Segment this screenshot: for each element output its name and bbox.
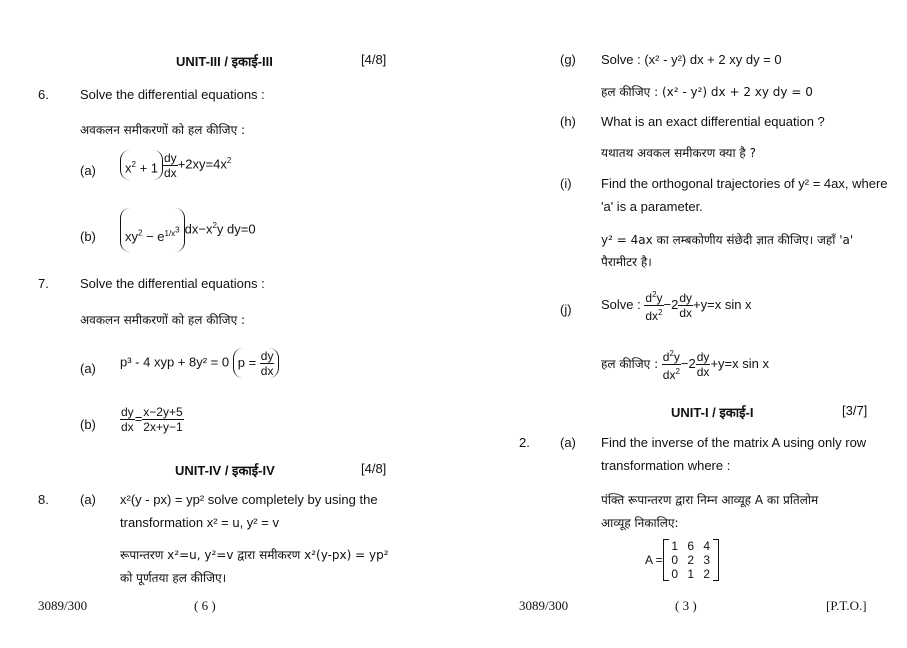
right-page-number: ( 3 )	[675, 598, 697, 613]
question-g-label: (g)	[560, 52, 576, 67]
pto-label: [P.T.O.]	[826, 598, 867, 613]
question-2a-text-line1: Find the inverse of the matrix A using only row	[601, 435, 867, 450]
unit-i-marks: [3/7]	[842, 403, 868, 418]
matrix-a	[645, 539, 719, 581]
question-j-label: (j)	[560, 302, 572, 317]
question-8a-hindi-line2: को पूर्णतया हल कीजिए।	[120, 571, 227, 585]
left-page-number: ( 6 )	[194, 598, 216, 613]
question-2-number: 2.	[519, 435, 530, 450]
question-h-label: (h)	[560, 114, 576, 129]
question-g-text: Solve : (x² - y²) dx + 2 xy dy = 0	[601, 52, 782, 67]
question-7a-label: (a)	[80, 361, 96, 376]
unit-iii-marks: [4/8]	[361, 52, 387, 67]
question-j-equation: Solve : $\frac{d^2y}{dx^2}$ −2 $\frac{dy}{dx}$ +y=x sin x	[601, 290, 752, 323]
question-h-text: What is an exact differential equation ?	[601, 114, 825, 129]
question-7b-label: (b)	[80, 417, 96, 432]
question-6a-equation: $x^2 + 1$ $\frac{dy}{dx}$ $+2xy=4x^2$	[120, 150, 231, 180]
question-i-hindi-line1: y² = 4ax का लम्बकोणीय संछेदी ज्ञात कीजिए। जहाँ 'a'	[601, 233, 854, 247]
question-7a-equation-text: p³ - 4 xyp + 8y² = 0	[120, 354, 230, 370]
question-i-text-line2: 'a' is a parameter.	[601, 199, 703, 214]
question-j-prefix: Solve :	[601, 296, 641, 312]
unit-i-heading: UNIT-I / इकाई-I	[671, 405, 754, 420]
right-footer-code: 3089/300	[519, 598, 569, 613]
question-h-hindi: यथातथ अवकल समीकरण क्या है ?	[601, 146, 756, 160]
question-8a-label: (a)	[80, 492, 96, 507]
matrix-a-body: 1 6 4 0 2 3 0 1 2	[663, 539, 719, 581]
unit-iv-heading: UNIT-IV / इकाई-IV	[175, 463, 275, 478]
left-footer-code: 3089/300	[38, 598, 88, 613]
question-i-hindi-line2: पैरामीटर है।	[601, 255, 652, 269]
question-7b-equation: $\frac{dy}{dx}$ = $\frac{x-2y+5}{2x+y-1}$	[121, 405, 183, 434]
question-6-number: 6.	[38, 87, 49, 102]
question-g-hindi: हल कीजिए : (x² - y²) dx + 2 xy dy = 0	[601, 85, 813, 99]
question-7-number: 7.	[38, 276, 49, 291]
question-6b-equation: $xy^2 - e^{1/x^3}$ $dx-x^2y$ dy=0	[120, 208, 256, 252]
question-j-hindi-prefix: हल कीजिए :	[601, 356, 659, 371]
question-6-text: Solve the differential equations :	[80, 87, 265, 102]
question-7a-equation: p³ - 4 xyp + 8y² = 0 p = $\frac{dy}{dx}$	[120, 348, 279, 378]
question-8a-text-line1: x²(y - px) = yp² solve completely by using the	[120, 492, 378, 507]
question-j-equation-hindi: हल कीजिए : $\frac{d^2y}{dx^2}$ −2 $\frac{dy}{dx}$ +y=x sin x	[601, 349, 769, 382]
question-2a-text-line2: transformation where :	[601, 458, 731, 473]
question-2a-label: (a)	[560, 435, 576, 450]
question-7-text-hindi: अवकलन समीकरणों को हल कीजिए :	[80, 313, 246, 327]
unit-iii-heading: UNIT-III / इकाई-III	[176, 54, 273, 69]
question-6-text-hindi: अवकलन समीकरणों को हल कीजिए :	[80, 123, 246, 137]
question-6b-label: (b)	[80, 229, 96, 244]
matrix-a-label: A =	[645, 553, 663, 567]
question-8a-hindi-line1: रूपान्तरण x²=u, y²=v द्वारा समीकरण x²(y-px) = yp²	[120, 548, 389, 562]
question-i-text-line1: Find the orthogonal trajectories of y² = 4ax, where	[601, 176, 888, 191]
question-8a-text-line2: transformation x² = u, y² = v	[120, 515, 279, 530]
question-8-number: 8.	[38, 492, 49, 507]
question-2a-hindi-line2: आव्यूह निकालिए:	[601, 516, 679, 530]
question-2a-hindi-line1: पंक्ति रूपान्तरण द्वारा निम्न आव्यूह A का प्रतिलोम	[601, 493, 819, 507]
question-7-text: Solve the differential equations :	[80, 276, 265, 291]
question-i-label: (i)	[560, 176, 572, 191]
unit-iv-marks: [4/8]	[361, 461, 387, 476]
question-6a-label: (a)	[80, 163, 96, 178]
